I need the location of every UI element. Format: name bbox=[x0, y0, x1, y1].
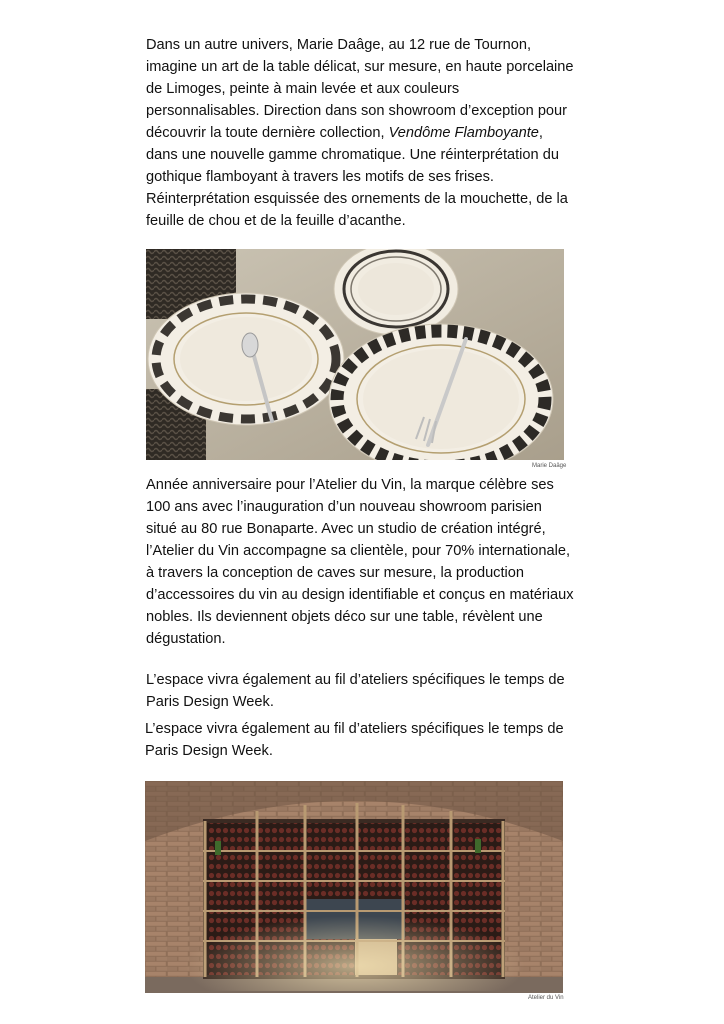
image-credit: Marie Daâge bbox=[532, 463, 567, 469]
paragraph-atelier-du-vin: Année anniversaire pour l’Atelier du Vin, la marque célèbre ses 100 ans avec l’inauguration d’un nouveau showroom parisien situé au 80 rue Bonaparte. Avec un studio de création intégré, l’Atelier du Vin accompagne sa clientèle, pour 70% internationale, à travers la conception de caves sur mesure, la production d’accessoires du vin au design identifiable et conçus en matériaux nobles. Ils deviennent objets déco sur une table, révèlent une dégustation. bbox=[146, 477, 574, 647]
image-credit: Atelier du Vin bbox=[528, 995, 564, 1001]
wine-cellar-photo bbox=[145, 781, 563, 993]
paragraph-marie-daage bbox=[146, 34, 576, 232]
paragraph-text: , dans une nouvelle gamme chromatique. Une réinterprétation du gothique flamboyant à travers les motifs de ses frises. Réinterprétation esquissée des ornements de la mouchette, de la feuille de chou et de la feuille d’acanthe. bbox=[146, 125, 568, 229]
paragraph-text: Dans un autre univers, Marie Daâge, au 12 rue de Tournon, imagine un art de la table délicat, sur mesure, en haute porcelaine de Limoges, peinte à main levée et aux couleurs personnalisables. Direction dans son showroom d’exception pour découvrir la toute dernière collection, bbox=[146, 37, 574, 141]
paragraph-paris-design-week-repeat: L’espace vivra également au fil d’ateliers spécifiques le temps de Paris Design Week. bbox=[145, 721, 564, 759]
collection-name: Vendôme Flamboyante bbox=[388, 125, 539, 141]
paragraph-paris-design-week: L’espace vivra également au fil d’ateliers spécifiques le temps de Paris Design Week. bbox=[146, 672, 565, 710]
plates-photo bbox=[146, 249, 564, 460]
